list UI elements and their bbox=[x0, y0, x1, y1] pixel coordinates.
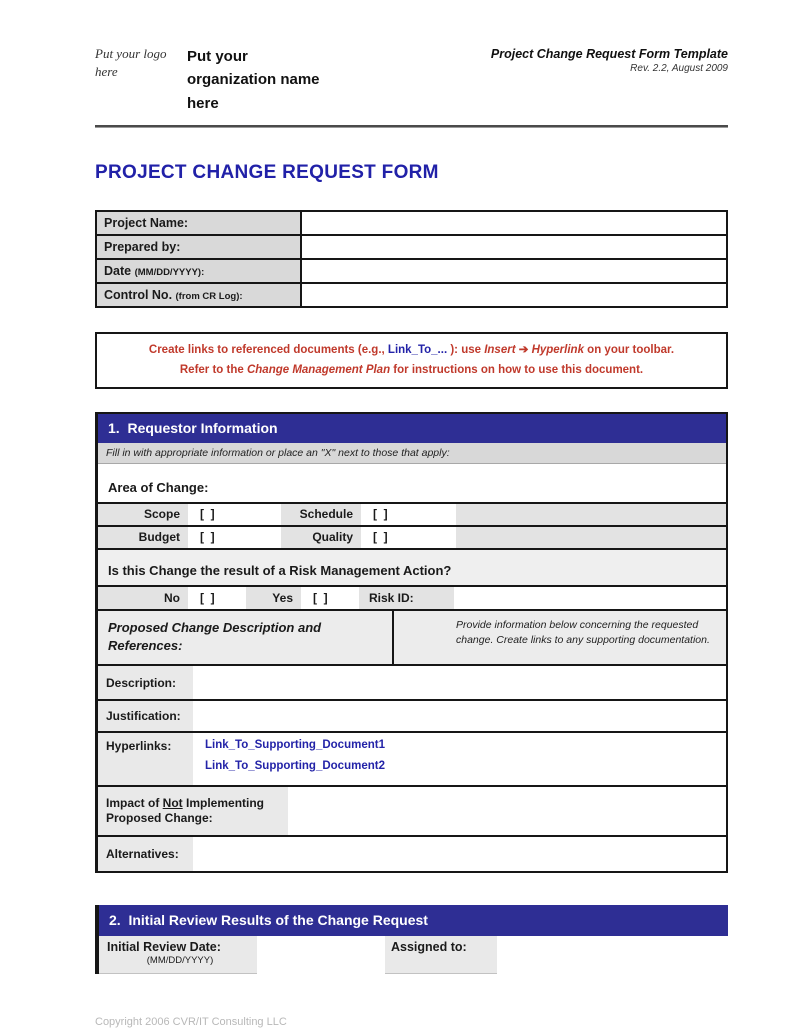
table-row bbox=[97, 282, 726, 306]
justification-label: Justification: bbox=[98, 701, 193, 731]
label-text: Date bbox=[104, 263, 135, 278]
initial-review-date-format: (MM/DD/YYYY) bbox=[146, 955, 214, 967]
area-of-change-label: Area of Change: bbox=[98, 464, 726, 502]
link-to-example: Link_To_... bbox=[387, 343, 448, 356]
table-row bbox=[97, 234, 726, 258]
risk-management-question: Is this Change the result of a Risk Management Action? bbox=[98, 548, 726, 585]
hyperlinks-row bbox=[98, 731, 726, 785]
risk-id-value[interactable] bbox=[454, 587, 726, 609]
label-text: Project Name: bbox=[104, 215, 189, 230]
section-1-requestor-information bbox=[95, 412, 728, 873]
budget-label: Budget bbox=[98, 527, 188, 548]
section-1-header: 1. Requestor Information bbox=[98, 414, 726, 443]
initial-review-date-value[interactable] bbox=[257, 936, 385, 974]
quality-label: Quality bbox=[281, 527, 361, 548]
no-label: No bbox=[98, 587, 188, 609]
alternatives-row bbox=[98, 835, 726, 871]
impact-row bbox=[98, 785, 726, 835]
impact-text: Implementing bbox=[182, 795, 265, 810]
initial-review-row bbox=[99, 936, 728, 974]
arrow-icon: ➔ bbox=[515, 343, 532, 356]
section-2-initial-review bbox=[95, 905, 728, 974]
section-2-header: 2. Initial Review Results of the Change Request bbox=[99, 905, 728, 936]
impact-label bbox=[98, 787, 288, 835]
impact-not-underlined: Not bbox=[162, 795, 183, 810]
initial-review-date-label: Initial Review Date: bbox=[107, 940, 221, 955]
notice-text: for instructions on how to use this document. bbox=[390, 363, 644, 376]
supporting-document-link-1[interactable]: Link_To_Supporting_Document1 bbox=[205, 739, 385, 752]
supporting-document-link-2[interactable]: Link_To_Supporting_Document2 bbox=[205, 760, 385, 773]
notice-text: Create links to referenced documents (e.g., bbox=[148, 343, 388, 356]
impact-value[interactable] bbox=[288, 787, 726, 835]
label-text: Prepared by: bbox=[104, 239, 181, 254]
alternatives-label: Alternatives: bbox=[98, 837, 193, 871]
notice-text: ): use bbox=[447, 343, 485, 356]
notice-line-2 bbox=[105, 360, 718, 380]
initial-review-date-label-cell bbox=[99, 936, 257, 974]
section-1-instructions: Fill in with appropriate information or place an "X" next to those that apply: bbox=[98, 443, 726, 464]
document-revision: Rev. 2.2, August 2009 bbox=[630, 63, 728, 74]
filler-cell bbox=[456, 527, 726, 548]
scope-checkbox[interactable]: [ ] bbox=[188, 504, 281, 525]
header-right bbox=[491, 45, 728, 115]
yes-label: Yes bbox=[246, 587, 301, 609]
notice-text: Refer to the bbox=[179, 363, 247, 376]
project-name-value[interactable] bbox=[302, 212, 726, 234]
proposed-change-label: Proposed Change Description and References: bbox=[98, 611, 394, 664]
instructions-notice-box bbox=[95, 332, 728, 389]
table-row bbox=[97, 258, 726, 282]
budget-quality-row bbox=[98, 525, 726, 548]
document-title: Project Change Request Form Template bbox=[490, 47, 728, 61]
date-label bbox=[97, 260, 302, 282]
assigned-to-value[interactable] bbox=[497, 936, 728, 974]
alternatives-value[interactable] bbox=[193, 837, 726, 871]
control-no-label bbox=[97, 284, 302, 306]
quality-checkbox[interactable]: [ ] bbox=[361, 527, 456, 548]
control-no-value[interactable] bbox=[302, 284, 726, 306]
notice-line-1 bbox=[105, 340, 718, 360]
prepared-by-label bbox=[97, 236, 302, 258]
hyperlinks-values bbox=[193, 733, 726, 785]
notice-text: on your toolbar. bbox=[583, 343, 675, 356]
label-small-text: (MM/DD/YYYY): bbox=[134, 266, 205, 278]
assigned-to-label: Assigned to: bbox=[385, 936, 497, 974]
organization-name-placeholder: Put your organization name here bbox=[187, 48, 320, 112]
justification-row bbox=[98, 699, 726, 731]
insert-menu-ref: Insert bbox=[484, 343, 516, 356]
project-name-label bbox=[97, 212, 302, 234]
no-checkbox[interactable]: [ ] bbox=[188, 587, 246, 609]
scope-label: Scope bbox=[98, 504, 188, 525]
scope-schedule-row bbox=[98, 502, 726, 525]
hyperlink-menu-ref: Hyperlink bbox=[531, 343, 584, 356]
justification-value[interactable] bbox=[193, 701, 726, 731]
proposed-change-note: Provide information below concerning the requested change. Create links to any supporting documentation. bbox=[456, 619, 710, 646]
change-management-plan-ref: Change Management Plan bbox=[246, 363, 391, 376]
impact-text: Proposed Change: bbox=[106, 811, 213, 826]
description-row bbox=[98, 666, 726, 699]
project-info-table bbox=[95, 210, 728, 308]
page-header bbox=[95, 0, 728, 115]
logo-placeholder: Put your logo here bbox=[95, 46, 167, 79]
filler-cell bbox=[456, 504, 726, 525]
hyperlinks-label: Hyperlinks: bbox=[98, 733, 193, 785]
impact-label-text bbox=[106, 792, 264, 831]
risk-answer-row bbox=[98, 585, 726, 609]
label-small-text: (from CR Log): bbox=[175, 290, 243, 302]
prepared-by-value[interactable] bbox=[302, 236, 726, 258]
label-text: Control No. bbox=[104, 287, 176, 302]
copyright-notice: Copyright 2006 CVR/IT Consulting LLC bbox=[95, 1016, 287, 1029]
impact-text: Impact of bbox=[106, 795, 163, 810]
description-label: Description: bbox=[98, 666, 193, 699]
form-title: PROJECT CHANGE REQUEST FORM bbox=[95, 161, 439, 183]
schedule-checkbox[interactable]: [ ] bbox=[361, 504, 456, 525]
description-value[interactable] bbox=[193, 666, 726, 699]
schedule-label: Schedule bbox=[281, 504, 361, 525]
date-value[interactable] bbox=[302, 260, 726, 282]
proposed-change-row bbox=[98, 609, 726, 666]
risk-id-label: Risk ID: bbox=[359, 587, 454, 609]
budget-checkbox[interactable]: [ ] bbox=[188, 527, 281, 548]
yes-checkbox[interactable]: [ ] bbox=[301, 587, 359, 609]
table-row bbox=[97, 212, 726, 234]
horizontal-rule bbox=[95, 125, 728, 128]
